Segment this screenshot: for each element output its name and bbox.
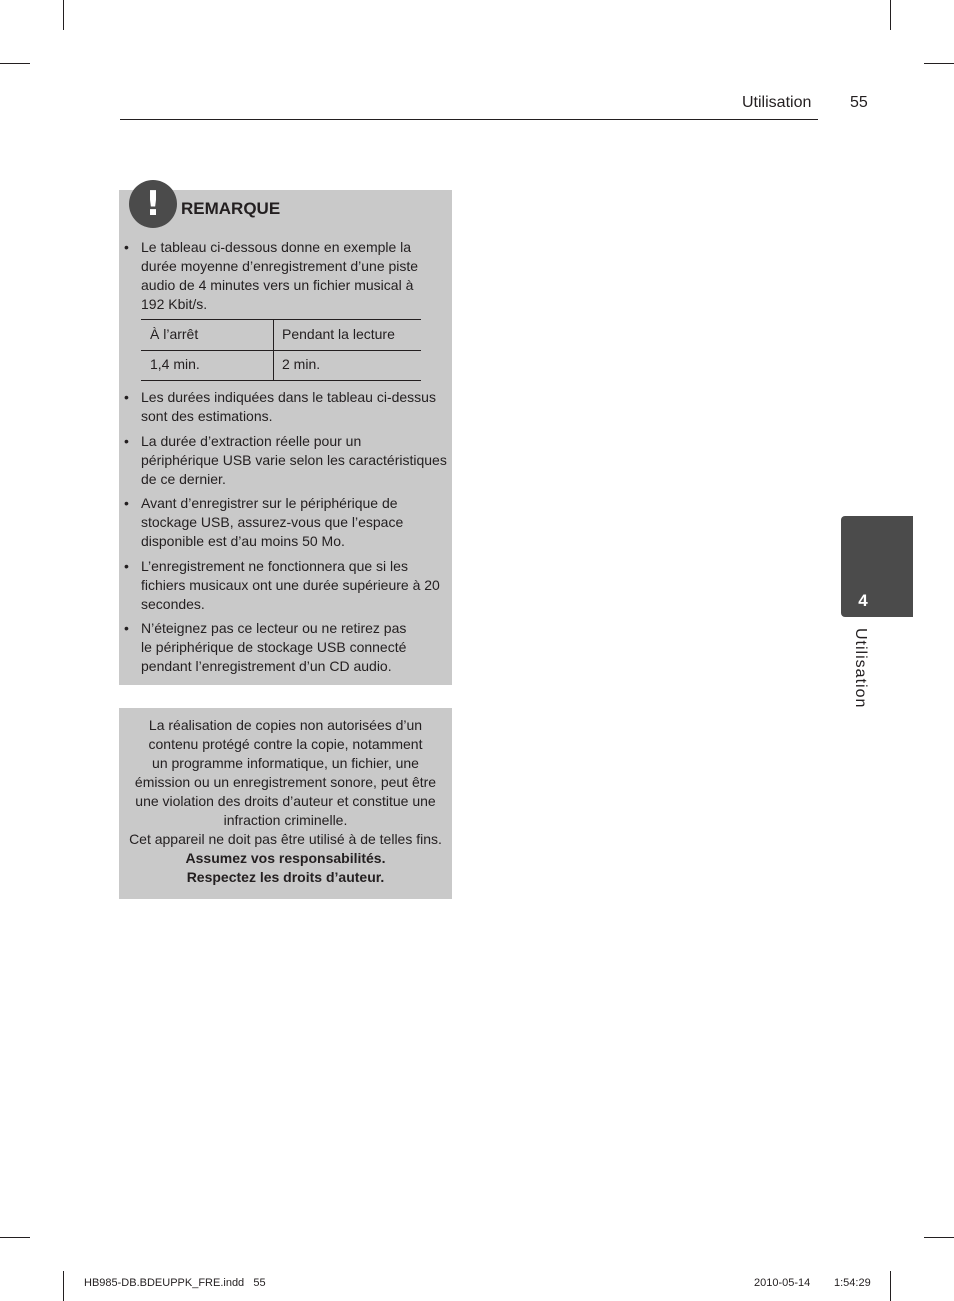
bullet-icon: • — [124, 495, 129, 511]
bullet-icon: • — [124, 433, 129, 449]
crop-mark-top-left-vertical — [63, 0, 64, 30]
header-rule — [120, 119, 818, 120]
crop-mark-top-right-horizontal — [924, 63, 954, 64]
exclamation-icon: ! — [129, 180, 177, 228]
crop-mark-bottom-right-horizontal — [924, 1237, 954, 1238]
chapter-tab — [841, 516, 913, 617]
header-section-title: Utilisation — [742, 94, 812, 111]
note-bullet-text: Les durées indiquées dans le tableau ci-dessus sont des estimations. — [141, 389, 436, 424]
table-header-stopped: À l’arrêt — [150, 326, 199, 342]
table-cell-stopped: 1,4 min. — [150, 356, 200, 372]
chapter-number: 4 — [858, 591, 868, 610]
bullet-icon: • — [124, 239, 129, 255]
copyright-warning-panel — [119, 708, 452, 899]
note-bullet-text: Avant d’enregistrer sur le périphérique de stockage USB, assurez-vous que l’espace disponible est d’au moins 50 Mo. — [141, 495, 404, 549]
table-column-divider — [273, 319, 274, 381]
footer-date: 2010-05-14 — [754, 1277, 811, 1289]
recording-time-table — [141, 319, 421, 381]
note-bullet-text: La durée d’extraction réelle pour un périphérique USB varie selon les caractéristiques de ce dernier. — [141, 433, 447, 487]
table-cell-playing: 2 min. — [282, 356, 321, 372]
bullet-icon: • — [124, 620, 129, 636]
table-header-playing: Pendant la lecture — [282, 326, 395, 342]
crop-mark-bottom-left-vertical — [63, 1271, 64, 1301]
footer-file-name: HB985-DB.BDEUPPK_FRE.indd 55 — [84, 1277, 266, 1289]
copyright-warning-text: La réalisation de copies non autorisées d’un contenu protégé contre la copie, notamment un programme informatique, un fichier, une émission ou un enregistrement sonore, peut être une violation des droits d’auteur et constitue une infraction criminelle. Cet appareil ne doit pas être utilisé à de telles fins. — [129, 717, 442, 847]
table-rule-middle — [141, 350, 421, 351]
table-rule-bottom — [141, 380, 421, 381]
table-rule-top — [141, 319, 421, 320]
crop-mark-bottom-left-horizontal — [0, 1237, 30, 1238]
note-title: REMARQUE — [181, 199, 281, 218]
footer-time: 1:54:29 — [834, 1277, 871, 1289]
crop-mark-bottom-right-vertical — [890, 1271, 891, 1301]
note-bullet-text: N’éteignez pas ce lecteur ou ne retirez pas le périphérique de stockage USB connecté pendant l’enregistrement d’un CD audio. — [141, 620, 407, 674]
note-bullet-text: L’enregistrement ne fonctionnera que si les fichiers musicaux ont une durée supérieure à 20 secondes. — [141, 558, 440, 612]
bullet-icon: • — [124, 558, 129, 574]
copyright-respect-line: Respectez les droits d’auteur. — [186, 869, 385, 885]
page-number: 55 — [850, 94, 868, 111]
bullet-icon: • — [124, 389, 129, 405]
crop-mark-top-right-vertical — [890, 0, 891, 30]
copyright-responsibility-line: Assumez vos responsabilités. — [185, 850, 386, 866]
crop-mark-top-left-horizontal — [0, 63, 30, 64]
note-intro-text: Le tableau ci-dessous donne en exemple la durée moyenne d’enregistrement d’une piste audio de 4 minutes vers un fichier musical à 192 Kbit/s. — [141, 239, 419, 312]
chapter-label: Utilisation — [852, 628, 869, 709]
